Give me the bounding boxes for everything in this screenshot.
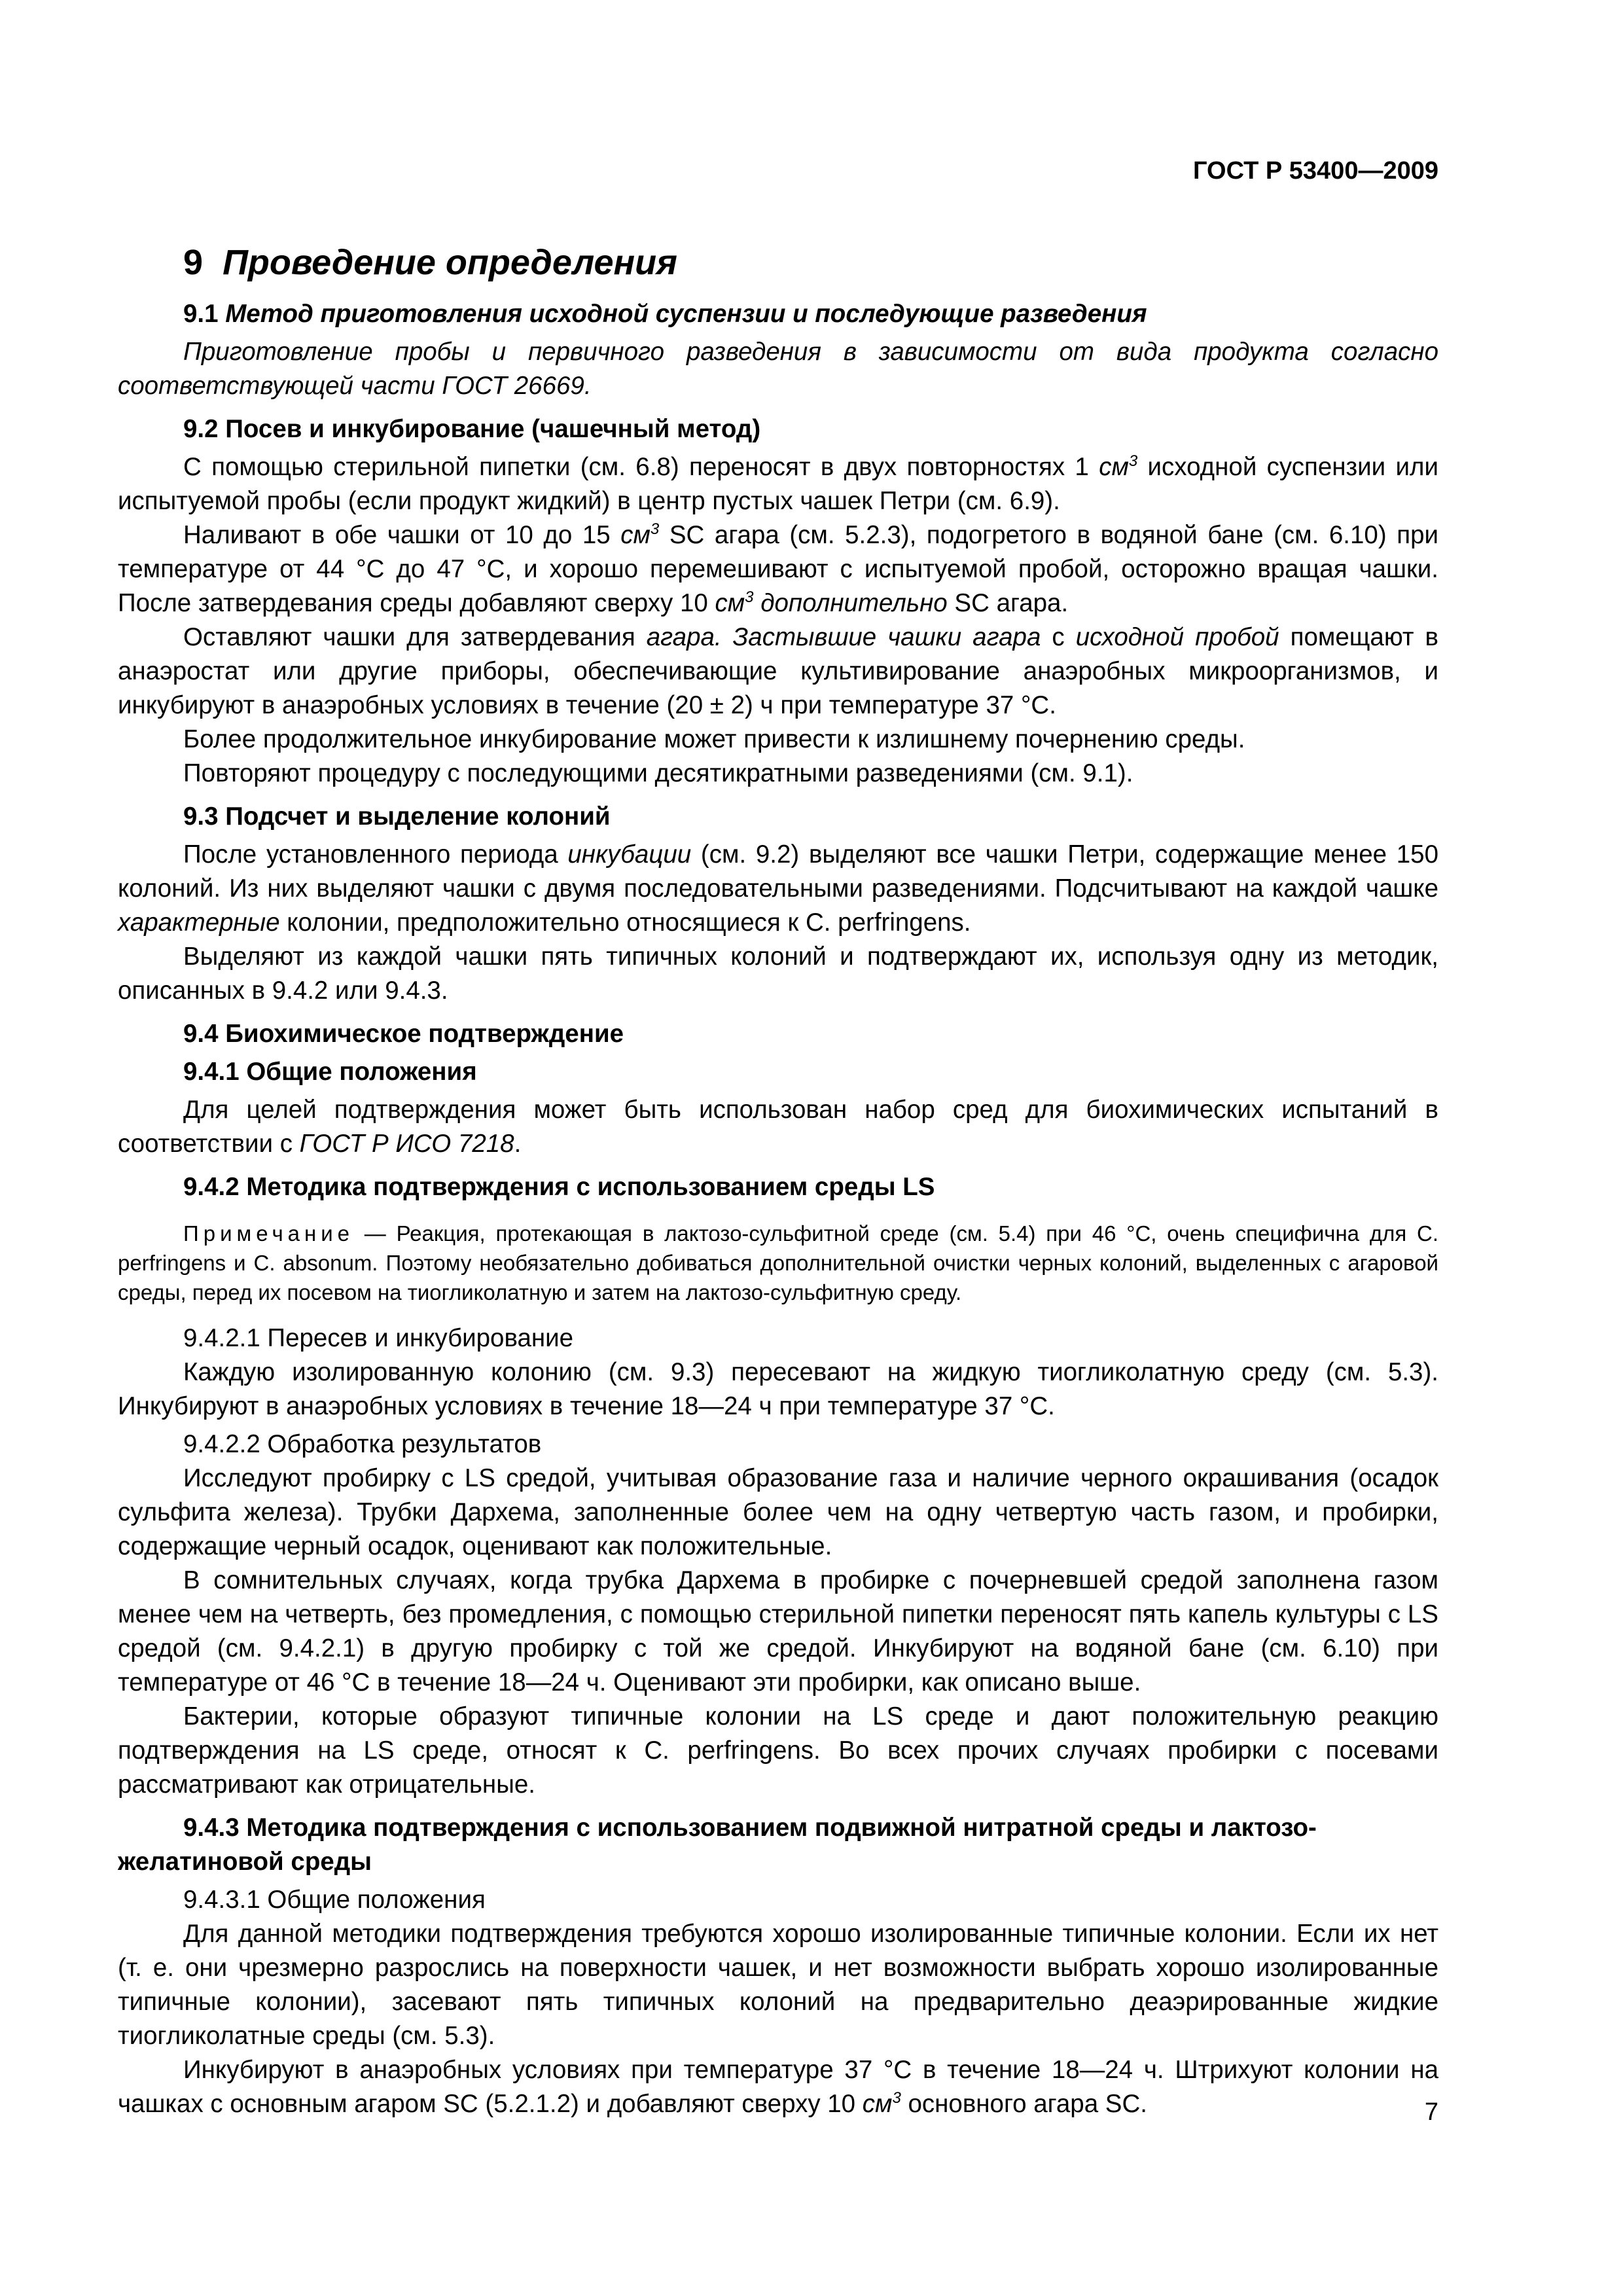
section-heading [118,241,1438,284]
document-body [118,241,1438,2121]
page-number: 7 [1424,2098,1438,2126]
paragraph: Оставляют чашки для затвердевания агара. Застывшие чашки агара с исходной пробой помещают в анаэростат или другие приборы, обеспечивающие культивирование анаэробных микроорганизмов, и инкубируют в анаэробных условиях в течение (20 ± 2) ч при температуре 37 °С. [118,623,1438,719]
heading-title: Биохимическое подтверждение [225,1020,624,1048]
heading-9-4-3 [118,1811,1438,1879]
heading-number: 9.4.1 [183,1058,240,1086]
heading-number: 9.3 [183,802,219,831]
heading-9-4-1 [118,1055,1438,1089]
heading-title: Общие положения [246,1058,477,1086]
subsection-heading: 9.4.2.2 Обработка результатов [183,1430,542,1458]
heading-number: 9.4.3 [183,1814,240,1842]
heading-title: Методика подтверждения с использованием среды LS [246,1173,935,1201]
subsection-heading: 9.4.3.1 Общие положения [183,1886,486,1914]
paragraph: Каждую изолированную колонию (см. 9.3) пересевают на жидкую тиогликолатную среду (см. 5.3). Инкубируют в анаэробных условиях в течение 18—24 ч при температуре 37 °С. [118,1358,1438,1420]
heading-number: 9.4.2 [183,1173,240,1201]
note: Примечание — Реакция, протекающая в лактозо-сульфитной среде (см. 5.4) при 46 °С, очень специфична для C. perfringens и C. absonum. Поэтому необязательно добиваться дополнительной очистки черных колоний, выделенных с агаровой среды, перед их посевом на тиогликолатную и затем на лактозо-сульфитную среду. [118,1221,1438,1304]
section-title: Проведение определения [223,243,677,282]
heading-number: 9.1 [183,300,219,328]
paragraph: Более продолжительное инкубирование может привести к излишнему почернению среды. [183,725,1245,753]
paragraph: Инкубируют в анаэробных условиях при температуре 37 °С в течение 18—24 ч. Штрихуют колонии на чашках с основным агаром SC (5.2.1.2) и добавляют сверху 10 $см^3$ основного агара SC. [118,2056,1438,2118]
paragraph: Выделяют из каждой чашки пять типичных колоний и подтверждают их, используя одну из методик, описанных в 9.4.2 или 9.4.3. [118,942,1438,1005]
paragraph: Для целей подтверждения может быть использован набор сред для биохимических испытаний в соответствии с ГОСТ Р ИСО 7218. [118,1096,1438,1158]
heading-9-2 [118,412,1438,446]
subsection-heading: 9.4.2.1 Пересев и инкубирование [183,1324,574,1352]
heading-title: Посев и инкубирование (чашечный метод) [225,415,761,443]
heading-title: Подсчет и выделение колоний [225,802,611,831]
paragraph: Приготовление пробы и первичного разведения в зависимости от вида продукта согласно соответствующей части ГОСТ 26669. [118,338,1438,400]
heading-9-1 [118,297,1438,331]
paragraph: Повторяют процедуру с последующими десятикратными разведениями (см. 9.1). [183,759,1133,787]
heading-title: Методика подтверждения с использованием подвижной нитратной среды и лактозо-желатиновой среды [118,1814,1317,1876]
heading-title: Метод приготовления исходной суспензии и последующие разведения [225,300,1147,328]
heading-number: 9.2 [183,415,219,443]
note-label: Примечание [183,1221,355,1246]
paragraph: Для данной методики подтверждения требуются хорошо изолированные типичные колонии. Если их нет (т. е. они чрезмерно разрослись на поверхности чашек, и нет возможности выбрать хорошо изолированные типичные колонии), засевают пять типичных колоний на предварительно деаэрированные жидкие тиогликолатные среды (см. 5.3). [118,1920,1438,2050]
paragraph: Бактерии, которые образуют типичные колонии на LS среде и дают положительную реакцию подтверждения на LS среде, относят к C. perfringens. Во всех прочих случаях пробирки с посевами рассматривают как отрицательные. [118,1702,1438,1799]
paragraph: После установленного периода инкубации (см. 9.2) выделяют все чашки Петри, содержащие менее 150 колоний. Из них выделяют чашки с двумя последовательными разведениями. Подсчитывают на каждой чашке характерные колонии, предположительно относящиеся к C. perfringens. [118,840,1439,937]
paragraph: С помощью стерильной пипетки (см. 6.8) переносят в двух повторностях 1 $см^3$ исходной суспензии или испытуемой пробы (если продукт жидкий) в центр пустых чашек Петри (см. 6.9). [118,452,1438,515]
standard-number: ГОСТ Р 53400—2009 [1193,157,1438,185]
heading-9-4 [118,1017,1438,1051]
heading-number: 9.4 [183,1020,219,1048]
section-number: 9 [183,243,204,282]
heading-9-4-2 [118,1170,1438,1204]
paragraph: Наливают в обе чашки от 10 до 15 $см^3$ SC агара (см. 5.2.3), подогретого в водяной бане (см. 6.10) при температуре от 44 °С до 47 °С, и хорошо перемешивают с испытуемой пробой, осторожно вращая чашки. После затвердевания среды добавляют сверху 10 $см^3$ дополнительно SC агара. [118,520,1438,617]
paragraph: Исследуют пробирку с LS средой, учитывая образование газа и наличие черного окрашивания (осадок сульфита железа). Трубки Дархема, заполненные более чем на одну четвертую часть газом, и пробирки, содержащие черный осадок, оценивают как положительные. [118,1464,1438,1560]
paragraph: В сомнительных случаях, когда трубка Дархема в пробирке с почерневшей средой заполнена газом менее чем на четверть, без промедления, с помощью стерильной пипетки переносят пять капель культуры с LS средой (см. 9.4.2.1) в другую пробирку с той же средой. Инкубируют на водяной бане (см. 6.10) при температуре от 46 °С в течение 18—24 ч. Оценивают эти пробирки, как описано выше. [118,1566,1438,1696]
heading-9-3 [118,800,1438,834]
